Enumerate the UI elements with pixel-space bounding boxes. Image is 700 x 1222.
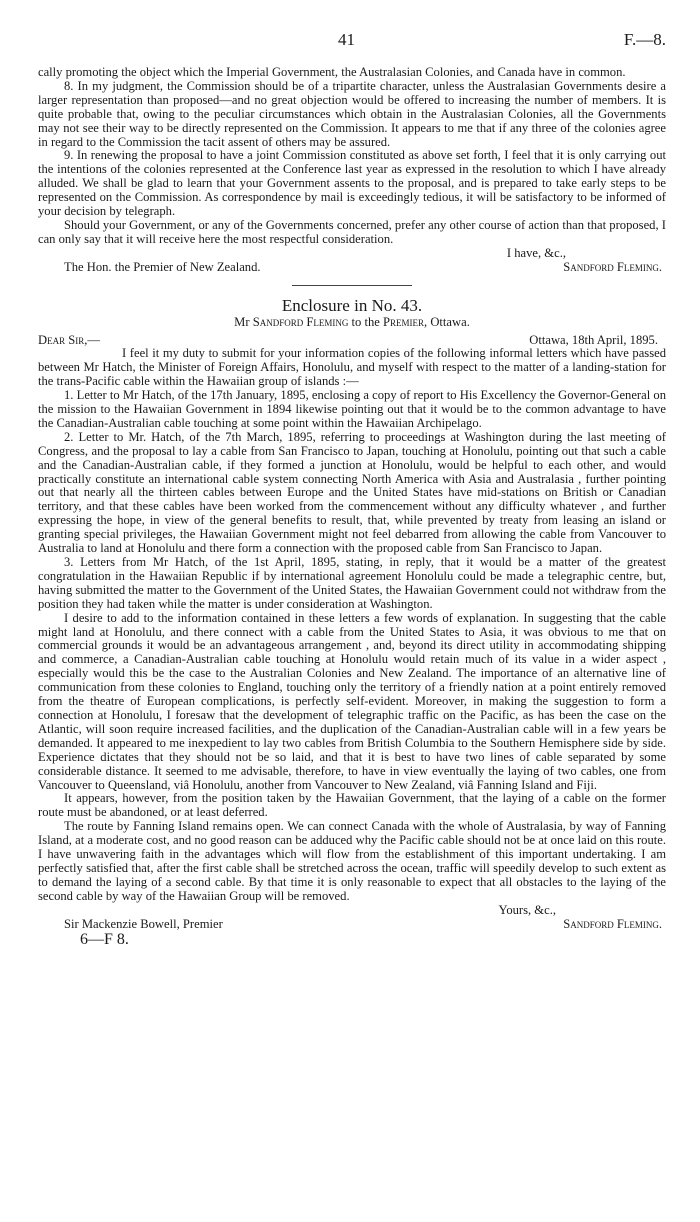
signature-mark: 6—F 8. [80,931,129,949]
paragraph-item-3: 3. Letters from Mr Hatch, of the 1st April, 1895, stating, in reply, that it would be a matter of the greatest congratulation in the Hawaiian Republic if by international agreement Honolulu could be made a telegraphic centre, but, having submitted the matter to the Government of the United States, the Hawaiian Government could not withdraw from the position they had taken while the matter is under consideration at Washington. [38,555,666,611]
enclosure-title: Enclosure in No. 43. [281,295,423,315]
paragraph-explanation: I desire to add to the information contained in these letters a few words of explanation. In suggesting that the cable might land at Honolulu, and there connect with a cable from the United States to Asia, it was obvious to me that on commercial grounds it would be an advantageous arrangement , and, beyond its direct utility in accommodating shipping and commerce, a Canadian-Australian cable touching at Honolulu would retain much of its value in a wider aspect , especially would this be the case to the Australian Colonies and New Zealand. The importance of an alternative line of communication from these colonies to England, touching only the territory of a friendly nation at a point entirely removed from the theatre of European complications, is perfectly self-evident. Moreover, in making the suggestion to form a connection at Honolulu, I foresaw that the development of telegraphic traffic on the Pacific, as has been the case on the Atlantic, will soon require increased facilities, and the duplication of the Canadian-Australian cable will in a few years be demanded. It appeared to me inexpedient to lay two cables from British Columbia to the Southern Hemisphere side by side. Experience dictates that they should not be so laid, and that it is best to have two lines of cable separated by some considerable distance. It seemed to me advisable, therefore, to have in view eventually the laying of two cables, one from Vancouver to Queensland, viâ Honolulu, another from Vancouver to New Zealand, viâ Fanning Island and Fiji. [38,610,666,792]
subtitle-suffix: , Ottawa. [424,314,470,329]
closing-formula: I have, &c., [506,245,566,260]
paragraph-continuation: cally promoting the object which the Imperial Government, the Australasian Colonies, and Canada have in common. [38,65,626,79]
subtitle-recipient: Premier [383,314,425,329]
paragraph-fanning-route: The route by Fanning Island remains open. We can connect Canada with the whole of Australasia, by way of Fanning Island, at a moderate cost, and no good reason can be adduced why the Pacific cable should not be at once laid on this route. I have unwavering faith in the advantages which will flow from the establishment of this important undertaking. I am perfectly satisfied that, after the first cable shall be stretched across the ocean, traffic will speedily develop to such extent as to demand the laying of a second cable. By that time it is only reasonable to expect that all obstacles to the laying of the second cable by way of the Hawaiian Group will be removed. [38,819,666,903]
page-header [38,30,666,52]
signature: Sandford Fleming. [563,259,662,274]
letter-footer-row [38,261,666,275]
page-number: 41 [338,30,355,49]
page-body [38,66,666,947]
paper-reference: F.—8. [623,30,666,49]
paragraph-item-2: 2. Letter to Mr. Hatch, of the 7th March, 1895, referring to proceedings at Washington during the last meeting of Congress, and the proposal to lay a cable from San Francisco to Japan, touching at Honolulu, pointing out that such a cable and the Canadian-Australian cable, if they formed a junction at Honolulu, would be helpful to each other, and would practically constitute an international cable system connecting North America with Asia and Australasia , further pointing out that nearly all the thirteen cables between Europe and the United States have mid-stations on British or Canadian territory, and that these cables have been worked from the commencement without any difficulty whatever , and further expressing the hope, in view of the general benefits to result, that, while prevented by treaty from leasing an island or granting special privileges, the Hawaiian Government might not feel debarred from allowing the cable from Vancouver to Australia to land at Honolulu and there form a connection with the proposed cable from San Francisco to Japan. [38,429,666,556]
addressee: The Hon. the Premier of New Zealand. [64,259,261,274]
enclosure-subtitle [38,316,666,330]
place-date: Ottawa, 18th April, 1895. [529,332,658,347]
paragraph-9: 9. In renewing the proposal to have a joint Commission constituted as above set forth, I feel that it is only carrying out the intentions of the colonies represented at the Conference last year as expressed in the resolution to which I have already alluded. We shall be glad to learn that your Government assents to the proposal, and is prepared to take early steps to be represented on the Commission. As correspondence by mail is exceedingly tedious, it will be satisfactory to be informed of your decision by telegraph. [38,148,666,219]
enclosure-closing: Yours, &c., [498,902,556,917]
paragraph-intro: I feel it my duty to submit for your information copies of the following informal letters which have passed between Mr Hatch, the Minister of Foreign Affairs, Honolulu, and myself with respect to the matter of a landing-station for the trans-Pacific cable within the Hawaiian group of islands :— [38,346,666,389]
subtitle-sender: Sandford Fleming [252,314,349,329]
paragraph-10: Should your Government, or any of the Governments concerned, prefer any other course of action than that proposed, I can only say that it will receive here the most respectful consideration. [38,217,666,246]
salutation: Dear Sir,— [38,332,100,347]
enclosure-signature: Sandford Fleming. [563,916,662,931]
paragraph-abandoned: It appears, however, from the position taken by the Hawaiian Government, that the laying of a cable on the former route must be abandoned, or at least deferred. [38,791,666,820]
subtitle-mid: to the [351,314,380,329]
paragraph-item-1: 1. Letter to Mr Hatch, of the 17th January, 1895, enclosing a copy of report to His Excellency the Governor-General on the mission to the Hawaiian Government in 1894 likewise pointing out that it would be to the common advantage to have the Canadian-Australian cable touching at some point within the Hawaiian Archipelago. [38,388,666,430]
subtitle-prefix: Mr [234,314,250,329]
salutation-row [38,334,666,348]
paragraph-8: 8. In my judgment, the Commission should be of a tripartite character, unless the Australasian Governments desire a larger representation than proposed—and no great objection would be offered to increasing the number of members. It is quite probable that, owing to the peculiar circumstances which obtain in the Australasian Colonies, all the Governments may not see their way to be directly represented on the Commission. It appears to me that if any three of the colonies agree in regard to the Commission the tacit assent of others may be assured. [38,78,666,149]
section-divider [292,285,412,286]
enclosure-footer-row [38,918,666,932]
enclosure-addressee: Sir Mackenzie Bowell, Premier [64,916,223,931]
